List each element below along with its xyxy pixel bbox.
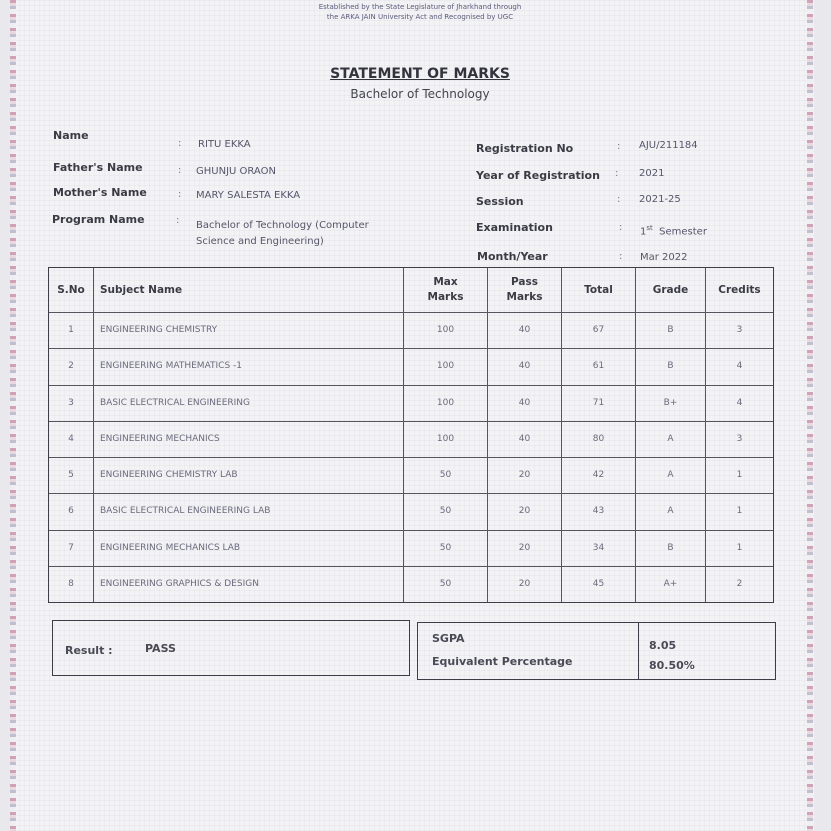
cell-sno: 7 (68, 542, 74, 553)
cell-grade: B (635, 530, 705, 566)
mother-name: MARY SALESTA EKKA (196, 190, 301, 201)
cell-grade: A (635, 457, 705, 493)
cell-subject: ENGINEERING GRAPHICS & DESIGN (93, 566, 403, 602)
examination-ordinal: st (646, 224, 653, 232)
cell-subject: ENGINEERING CHEMISTRY LAB (93, 457, 403, 493)
document-subtitle: Bachelor of Technology (350, 87, 490, 101)
program-name-label: Program Name (52, 213, 145, 226)
cell-max: 100 (403, 312, 487, 348)
cell-total: 45 (561, 566, 635, 602)
table-row (49, 312, 773, 349)
colon: : (619, 251, 623, 262)
cell-pass: 20 (487, 457, 561, 493)
header-max-line-1: Max (433, 276, 458, 288)
table-row (49, 493, 773, 530)
colon: : (615, 168, 619, 179)
cell-subject: ENGINEERING MECHANICS LAB (93, 530, 403, 566)
cell-sno: 6 (68, 506, 74, 517)
cell-total: 61 (561, 348, 635, 384)
table-row (49, 457, 773, 494)
cell-credits: 3 (705, 421, 773, 457)
cell-grade: A (635, 421, 705, 457)
document-title: STATEMENT OF MARKS (330, 66, 510, 82)
sgpa-label: SGPA (432, 632, 465, 645)
program-name-line-1: Bachelor of Technology (Computer (196, 220, 369, 231)
examination (640, 221, 707, 239)
registration-no-label: Registration No (476, 142, 574, 155)
cell-pass: 20 (487, 493, 561, 529)
name-label: Name (53, 129, 89, 142)
colon: : (176, 215, 180, 226)
year-of-registration: 2021 (639, 168, 665, 179)
table-row (49, 566, 773, 602)
cell-max: 100 (403, 421, 487, 457)
cell-subject: ENGINEERING CHEMISTRY (93, 312, 403, 348)
year-of-registration-label: Year of Registration (476, 169, 600, 182)
mother-name-label: Mother's Name (53, 186, 147, 199)
cell-total: 71 (561, 385, 635, 421)
cell-max: 100 (403, 385, 487, 421)
cell-total: 34 (561, 530, 635, 566)
cell-credits: 4 (705, 348, 773, 384)
cell-grade: B+ (635, 385, 705, 421)
colon: : (178, 138, 182, 149)
right-security-border (807, 0, 813, 831)
examination-label: Examination (476, 221, 553, 234)
cell-pass: 20 (487, 566, 561, 602)
cell-max: 50 (403, 530, 487, 566)
cell-credits: 2 (705, 566, 773, 602)
cell-sno: 4 (68, 433, 74, 444)
cell-max: 50 (403, 493, 487, 529)
table-row (49, 530, 773, 567)
cell-total: 42 (561, 457, 635, 493)
marks-table (48, 267, 774, 603)
father-name: GHUNJU ORAON (196, 166, 276, 177)
examination-number: 1 (640, 226, 647, 238)
colon: : (178, 189, 182, 200)
equivalent-percentage-label: Equivalent Percentage (432, 655, 573, 668)
header-line-2: the ARKA JAIN University Act and Recognised by UGC (326, 13, 514, 21)
cell-sno: 2 (68, 361, 74, 372)
table-row (49, 421, 773, 458)
cell-subject: ENGINEERING MECHANICS (93, 421, 403, 457)
header-line-1: Established by the State Legislature of Jharkhand through (318, 3, 522, 11)
cell-sno: 3 (68, 397, 74, 408)
cell-credits: 1 (705, 457, 773, 493)
cell-credits: 3 (705, 312, 773, 348)
examination-term: Semester (659, 226, 707, 238)
cell-credits: 1 (705, 493, 773, 529)
header-max-line-2: Marks (427, 291, 464, 303)
header-pass-line-2: Marks (506, 291, 543, 303)
header-pass-line-1: Pass (510, 276, 538, 288)
cell-pass: 40 (487, 385, 561, 421)
header-subject-name: Subject Name (93, 268, 403, 312)
equivalent-percentage-value: 80.50% (649, 659, 695, 672)
cell-grade: B (635, 312, 705, 348)
result-box (52, 620, 410, 676)
cell-max: 50 (403, 457, 487, 493)
cell-max: 50 (403, 566, 487, 602)
father-name-label: Father's Name (53, 161, 143, 174)
colon: : (178, 165, 182, 176)
colon: : (619, 222, 623, 233)
cell-grade: A+ (635, 566, 705, 602)
cell-pass: 40 (487, 312, 561, 348)
sgpa-divider (638, 623, 639, 679)
table-header-row (49, 268, 773, 313)
table-row (49, 385, 773, 422)
table-row (49, 348, 773, 385)
cell-grade: A (635, 493, 705, 529)
cell-pass: 40 (487, 348, 561, 384)
cell-subject: BASIC ELECTRICAL ENGINEERING (93, 385, 403, 421)
cell-grade: B (635, 348, 705, 384)
colon: : (617, 141, 621, 152)
cell-max: 100 (403, 348, 487, 384)
header-total: Total (561, 268, 635, 312)
sgpa-value: 8.05 (649, 639, 677, 652)
session: 2021-25 (639, 194, 681, 205)
cell-total: 67 (561, 312, 635, 348)
student-name: RITU EKKA (198, 139, 251, 150)
colon: : (617, 194, 621, 205)
cell-pass: 40 (487, 421, 561, 457)
header-grade: Grade (635, 268, 705, 312)
month-year-label: Month/Year (477, 250, 548, 263)
cell-sno: 1 (68, 325, 74, 336)
month-year: Mar 2022 (640, 252, 688, 263)
program-name-line-2: Science and Engineering) (196, 236, 324, 247)
sgpa-box (417, 622, 776, 680)
cell-total: 80 (561, 421, 635, 457)
cell-subject: BASIC ELECTRICAL ENGINEERING LAB (93, 493, 403, 529)
cell-credits: 1 (705, 530, 773, 566)
registration-no: AJU/211184 (639, 140, 698, 151)
cell-sno: 5 (68, 470, 74, 481)
header-max-marks (403, 268, 487, 312)
cell-sno: 8 (68, 578, 74, 589)
result-label: Result : (65, 644, 113, 657)
result-value: PASS (145, 642, 176, 655)
cell-credits: 4 (705, 385, 773, 421)
header-credits: Credits (705, 268, 773, 312)
header-pass-marks (487, 268, 561, 312)
header-sno: S.No (57, 283, 85, 296)
cell-pass: 20 (487, 530, 561, 566)
left-security-border (10, 0, 16, 831)
cell-total: 43 (561, 493, 635, 529)
session-label: Session (476, 195, 524, 208)
cell-subject: ENGINEERING MATHEMATICS -1 (93, 348, 403, 384)
